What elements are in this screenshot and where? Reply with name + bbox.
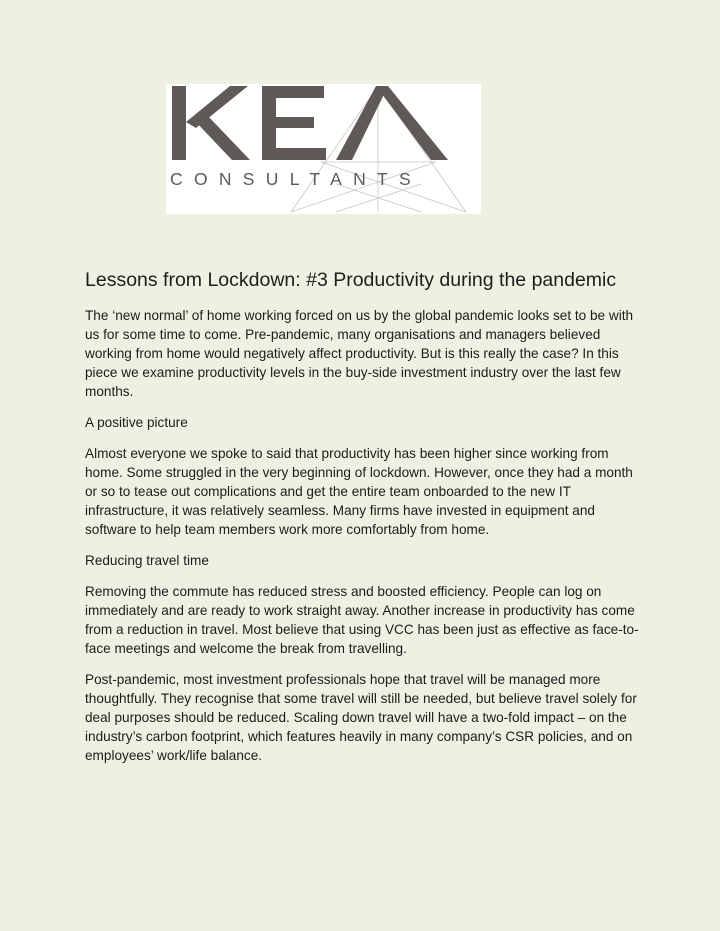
intro-paragraph: The ‘new normal’ of home working forced on us by the global pandemic looks set to be with us for some time to come. Pre-pandemic, many organisations and managers believed working from home would negatively affect productivity. But is this really the case? In this piece we examine productivity levels in the buy-side investment industry over the last few months. [85,308,634,399]
section-heading-reducing-travel: Reducing travel time [85,553,209,568]
reducing-travel-paragraph-2: Post-pandemic, most investment professionals hope that travel will be managed more thoughtfully. They recognise that some travel will still be needed, but believe travel solely for deal purposes should be reduced. Scaling down travel will have a two-fold impact – on the industry’s carbon footprint, which features heavily in many company’s CSR policies, and on employees’ work/life balance. [85,672,637,763]
reducing-travel-paragraph-1: Removing the commute has reduced stress and boosted efficiency. People can log on immediately and are ready to work straight away. Another increase in productivity has come from a reduction in travel. Most believe that using VCC has been just as effective as face-to-face meetings and welcome the break from travelling. [85,584,639,656]
logo-subtitle: CONSULTANTS [170,169,422,189]
section-heading-positive-picture: A positive picture [85,415,188,430]
company-logo [166,84,481,214]
logo-letter-k [172,86,250,160]
article [85,267,645,777]
article-title: Lessons from Lockdown: #3 Productivity during the pandemic [85,269,617,291]
logo-letter-e [262,86,326,160]
positive-picture-paragraph: Almost everyone we spoke to said that productivity has been higher since working from home. Some struggled in the very beginning of lockdown. However, once they had a month or so to tease out complications and get the entire team onboarded to the new IT infrastructure, it was relatively seamless. Many firms have invested in equipment and software to help team members work more comfortably from home. [85,446,633,537]
